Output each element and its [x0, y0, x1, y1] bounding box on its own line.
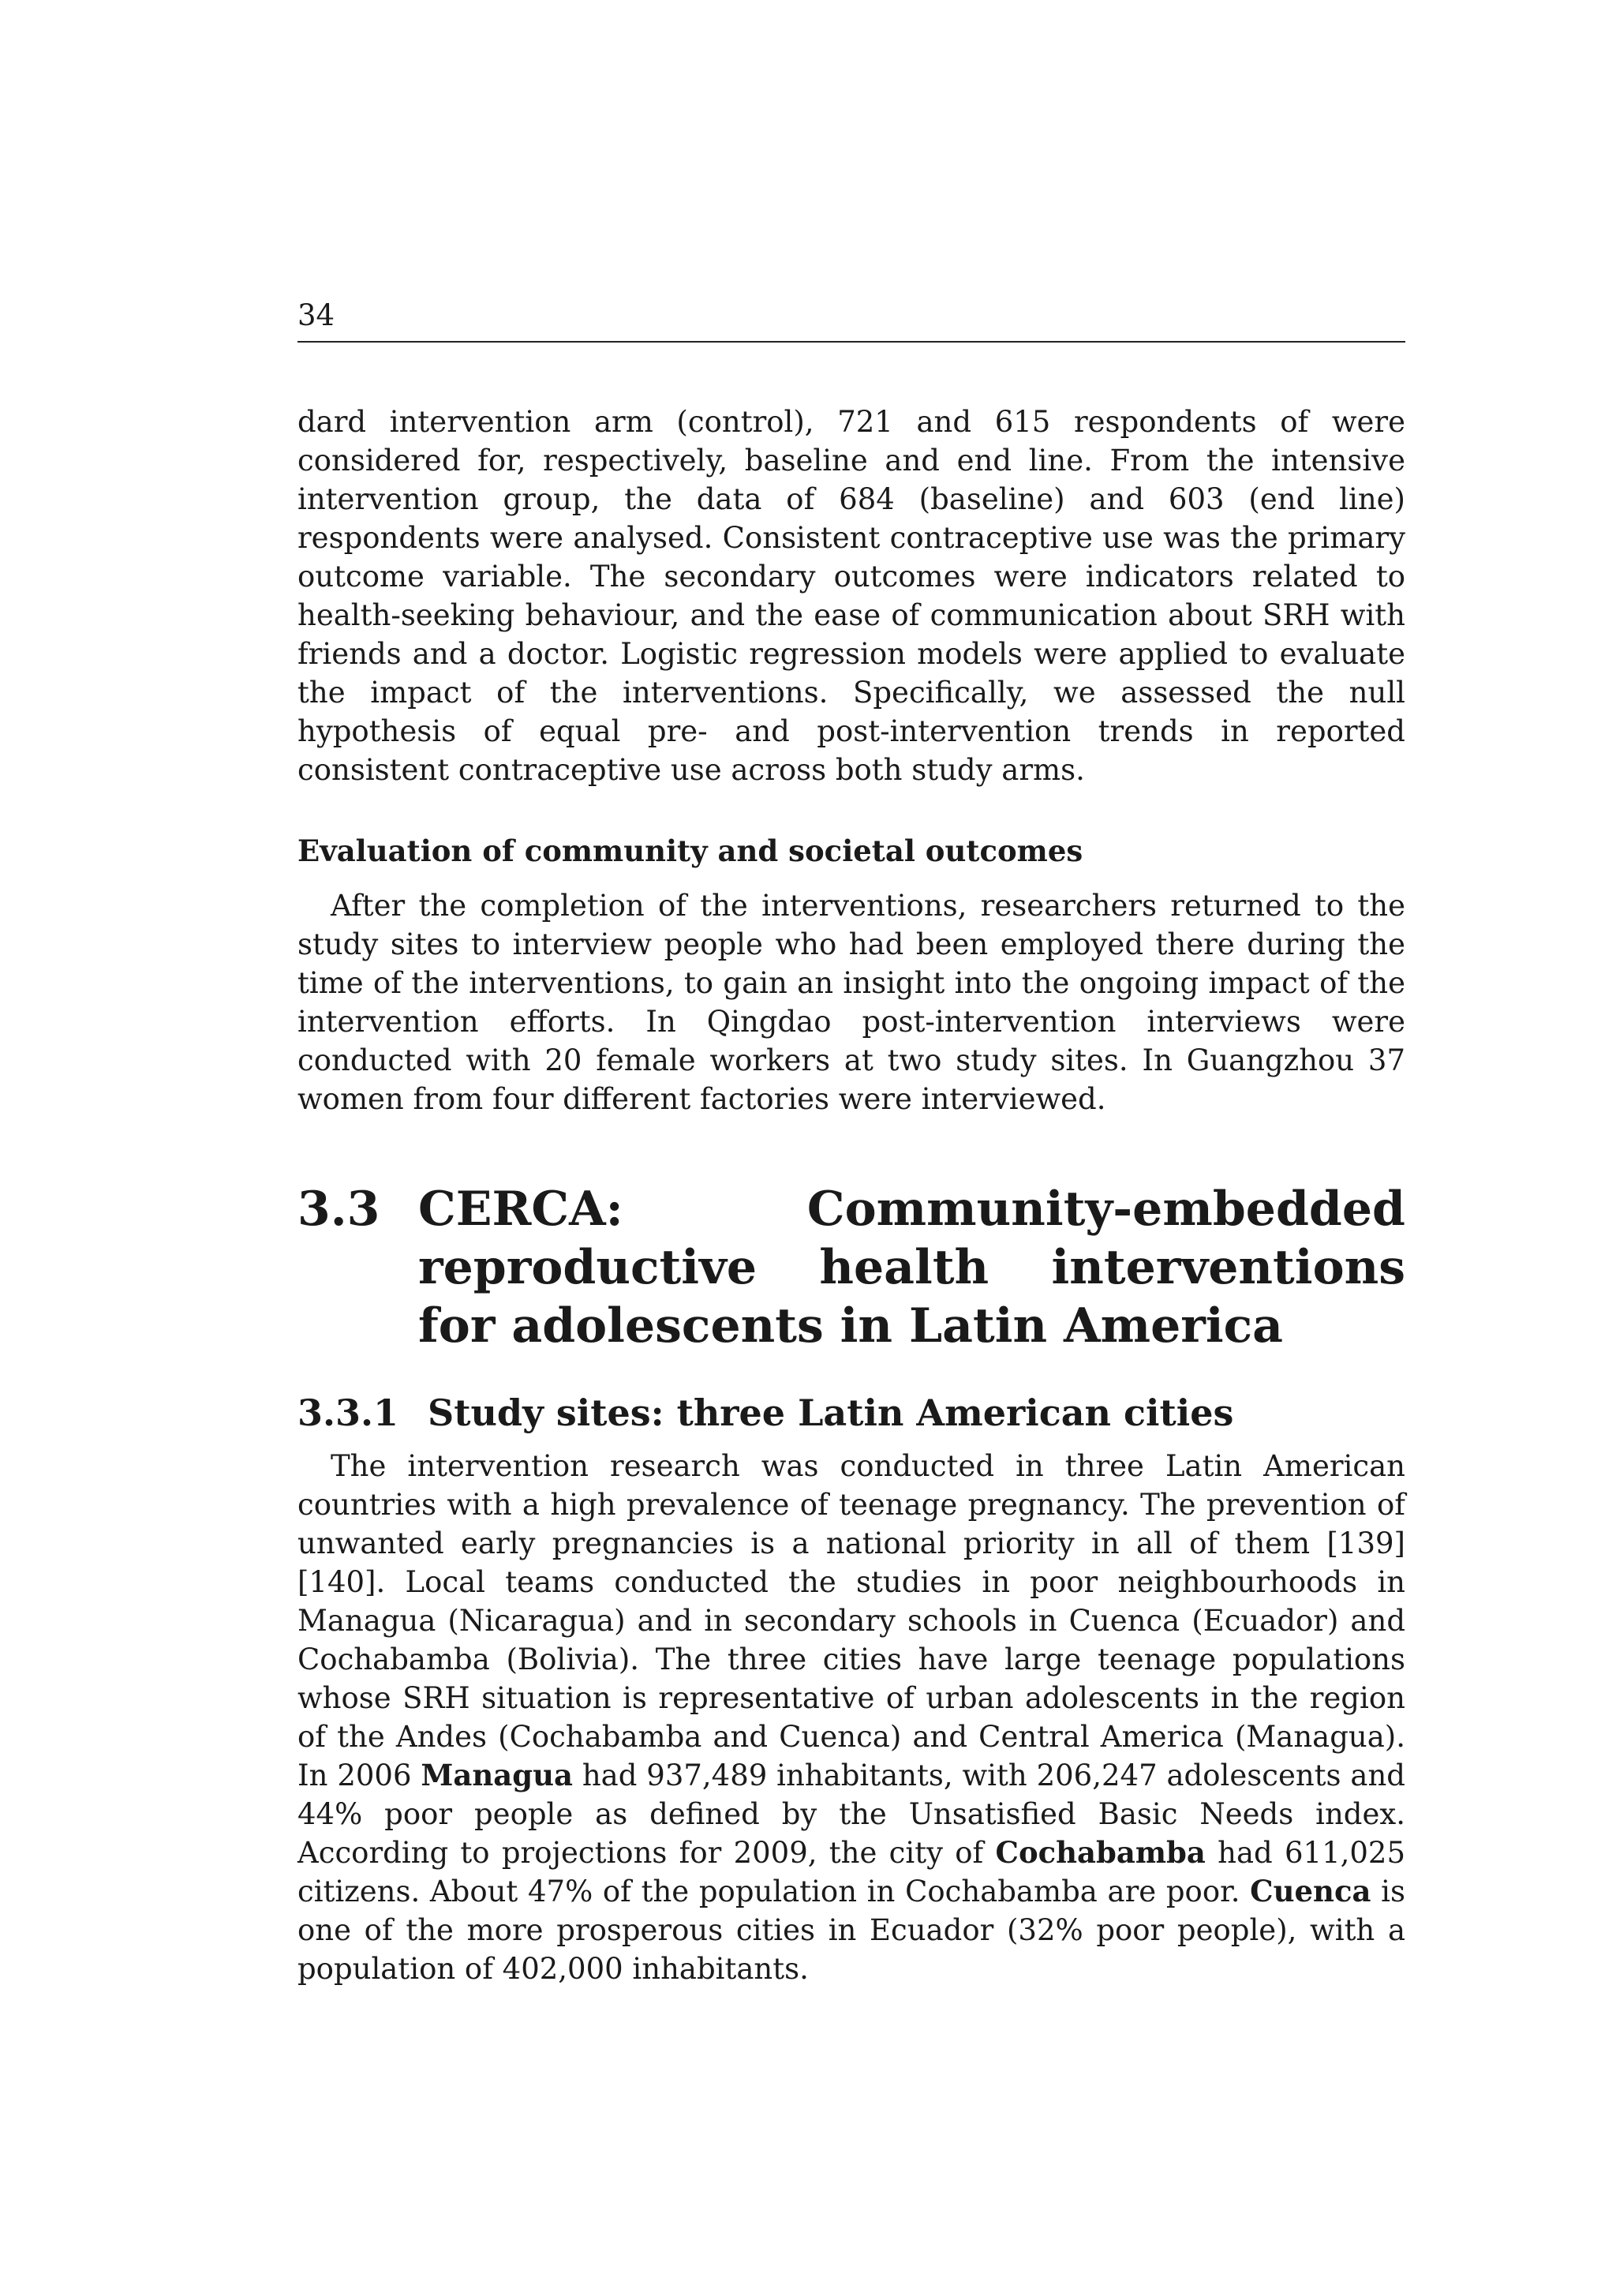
page-body: [297, 403, 1405, 1988]
section-number: 3.3: [297, 1182, 380, 1237]
paragraph-continued: dard intervention arm (control), 721 and 615 respondents of were considered for, respectively, baseline and end line. From the intensive intervention group, the data of 684 (baseline) and 603 (end line) respondents were analysed. Consistent contraceptive use was the primary outcome variable. The secondary outcomes were indicators related to health-seeking behaviour, and the ease of communication about SRH with friends and a doctor. Logistic regression models were applied to evaluate the impact of the interventions. Specifically, we assessed the null hypothesis of equal pre- and post-intervention trends in reported consistent contraceptive use across both study arms.: [297, 405, 1405, 787]
paragraph-study-sites: [297, 1447, 1405, 1988]
city-name-cuenca: Cuenca: [1250, 1874, 1371, 1908]
subheading-evaluation: Evaluation of community and societal outcomes: [297, 833, 1083, 868]
city-name-cochabamba: Cochabamba: [995, 1835, 1206, 1870]
page-number: 34: [297, 298, 335, 332]
subsection-number: 3.3.1: [297, 1391, 399, 1434]
subsection-title: Study sites: three Latin American cities: [428, 1391, 1234, 1434]
text-run: had 937,489 inhabitants, with 206,247 adolescents and 44% poor people as defined by the Unsatisfied Basic Needs index. According to projections for 2009, the city of: [297, 1759, 1405, 1870]
subsection-heading: [297, 1390, 1405, 1436]
text-run: The intervention research was conducted in three Latin American countries with a high prevalence of teenage pregnancy. The prevention of unwanted early pregnancies is a national priority in all of them [139][140]. Local teams conducted the studies in poor neighbourhoods in Managua (Nicaragua) and in secondary schools in Cuenca (Ecuador) and Cochabamba (Bolivia). The three cities have large teenage populations whose SRH situation is representative of urban adolescents in the region of the Andes (Cochabamba and Cuenca) and Central America (Managua). In 2006: [297, 1449, 1405, 1792]
section-heading: [297, 1180, 1405, 1355]
paragraph-evaluation: After the completion of the interventions, researchers returned to the study sites to interview people who had been employed there during the time of the interventions, to gain an insight into the ongoing impact of the intervention efforts. In Qingdao post-intervention interviews were conducted with 20 female workers at two study sites. In Guangzhou 37 women from four different factories were interviewed.: [297, 889, 1405, 1116]
section-title: CERCA: Community-embedded reproductive health interventions for adolescents in Latin America: [418, 1182, 1405, 1354]
text-run: had 611,025 citizens. About 47% of the population in Cochabamba are poor.: [297, 1836, 1405, 1908]
city-name-managua: Managua: [421, 1758, 573, 1792]
header-rule: [297, 341, 1405, 343]
text-run: is one of the more prosperous cities in Ecuador (32% poor people), with a population of 402,000 inhabitants.: [297, 1875, 1405, 1986]
